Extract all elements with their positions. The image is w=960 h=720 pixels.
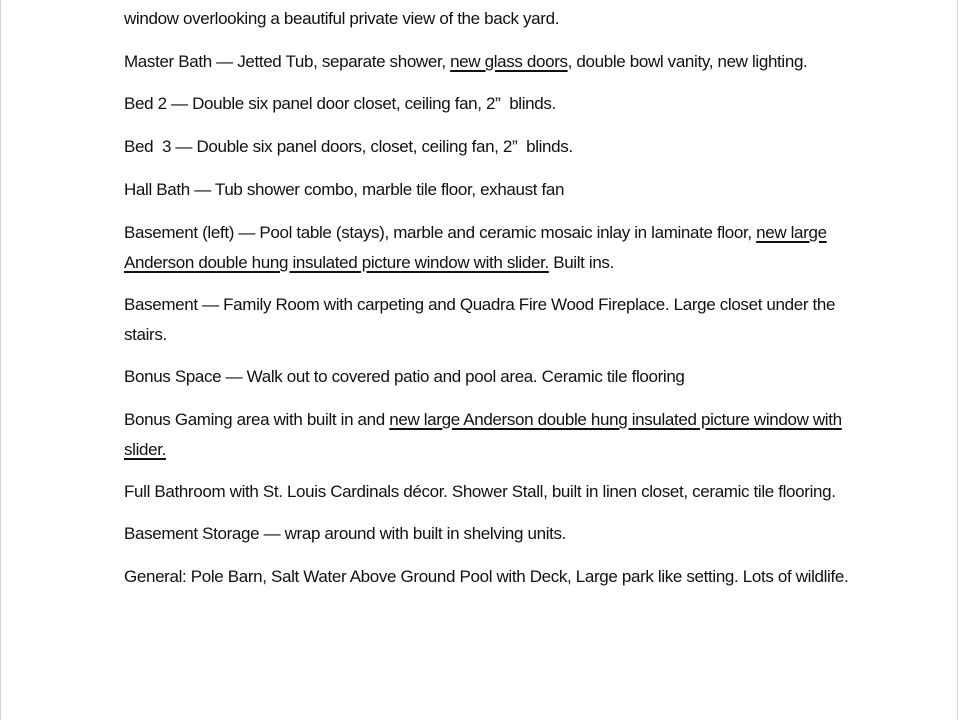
hall-bath-text: Hall Bath — Tub shower combo, marble tile floor, exhaust fan <box>124 180 565 199</box>
paragraph-basement-left <box>124 218 864 278</box>
bed-2-text: Bed 2 — Double six panel door closet, ceiling fan, 2” blinds. <box>124 94 556 113</box>
master-bath-text-end: , double bowl vanity, new lighting. <box>567 52 808 71</box>
bed-3-text: Bed 3 — Double six panel doors, closet, ceiling fan, 2” blinds. <box>124 137 573 156</box>
general-text: General: Pole Barn, Salt Water Above Ground Pool with Deck, Large park like setting. Lots of wildlife. <box>124 567 849 586</box>
bonus-space-text: Bonus Space — Walk out to covered patio and pool area. Ceramic tile flooring <box>124 367 685 386</box>
paragraph-bed-3 <box>124 132 864 162</box>
full-bathroom-text: Full Bathroom with St. Louis Cardinals décor. Shower Stall, built in linen closet, ceramic tile flooring. <box>124 482 836 501</box>
bonus-gaming-underlined-text: new large Anderson double hung insulated picture window with slider. <box>124 410 842 459</box>
basement-family-room-text: Basement — Family Room with carpeting and Quadra Fire Wood Fireplace. Large closet under the stairs. <box>124 295 836 344</box>
window-view-text: window overlooking a beautiful private view of the back yard. <box>124 9 560 28</box>
paragraph-general <box>124 562 864 592</box>
paragraph-basement-family-room <box>124 290 864 350</box>
paragraph-bonus-space <box>124 362 864 392</box>
basement-storage-text: Basement Storage — wrap around with built in shelving units. <box>124 524 567 543</box>
bonus-gaming-text: Bonus Gaming area with built in and <box>124 410 390 429</box>
basement-left-text: Basement (left) — Pool table (stays), marble and ceramic mosaic inlay in laminate floor, <box>124 223 757 242</box>
paragraph-hall-bath <box>124 175 864 205</box>
paragraph-bonus-gaming <box>124 405 864 465</box>
master-bath-text: Master Bath — Jetted Tub, separate shower, <box>124 52 451 71</box>
paragraph-master-bath <box>124 47 864 77</box>
document-body <box>124 4 864 604</box>
paragraph-bed-2 <box>124 89 864 119</box>
paragraph-window-view <box>124 4 864 34</box>
basement-left-underlined-text: new large Anderson double hung insulated picture window with slider. <box>124 223 827 272</box>
paragraph-full-bathroom <box>124 477 864 507</box>
paragraph-basement-storage <box>124 519 864 549</box>
basement-left-text-end: Built ins. <box>548 253 614 272</box>
master-bath-underlined-text: new glass doors <box>450 52 568 71</box>
